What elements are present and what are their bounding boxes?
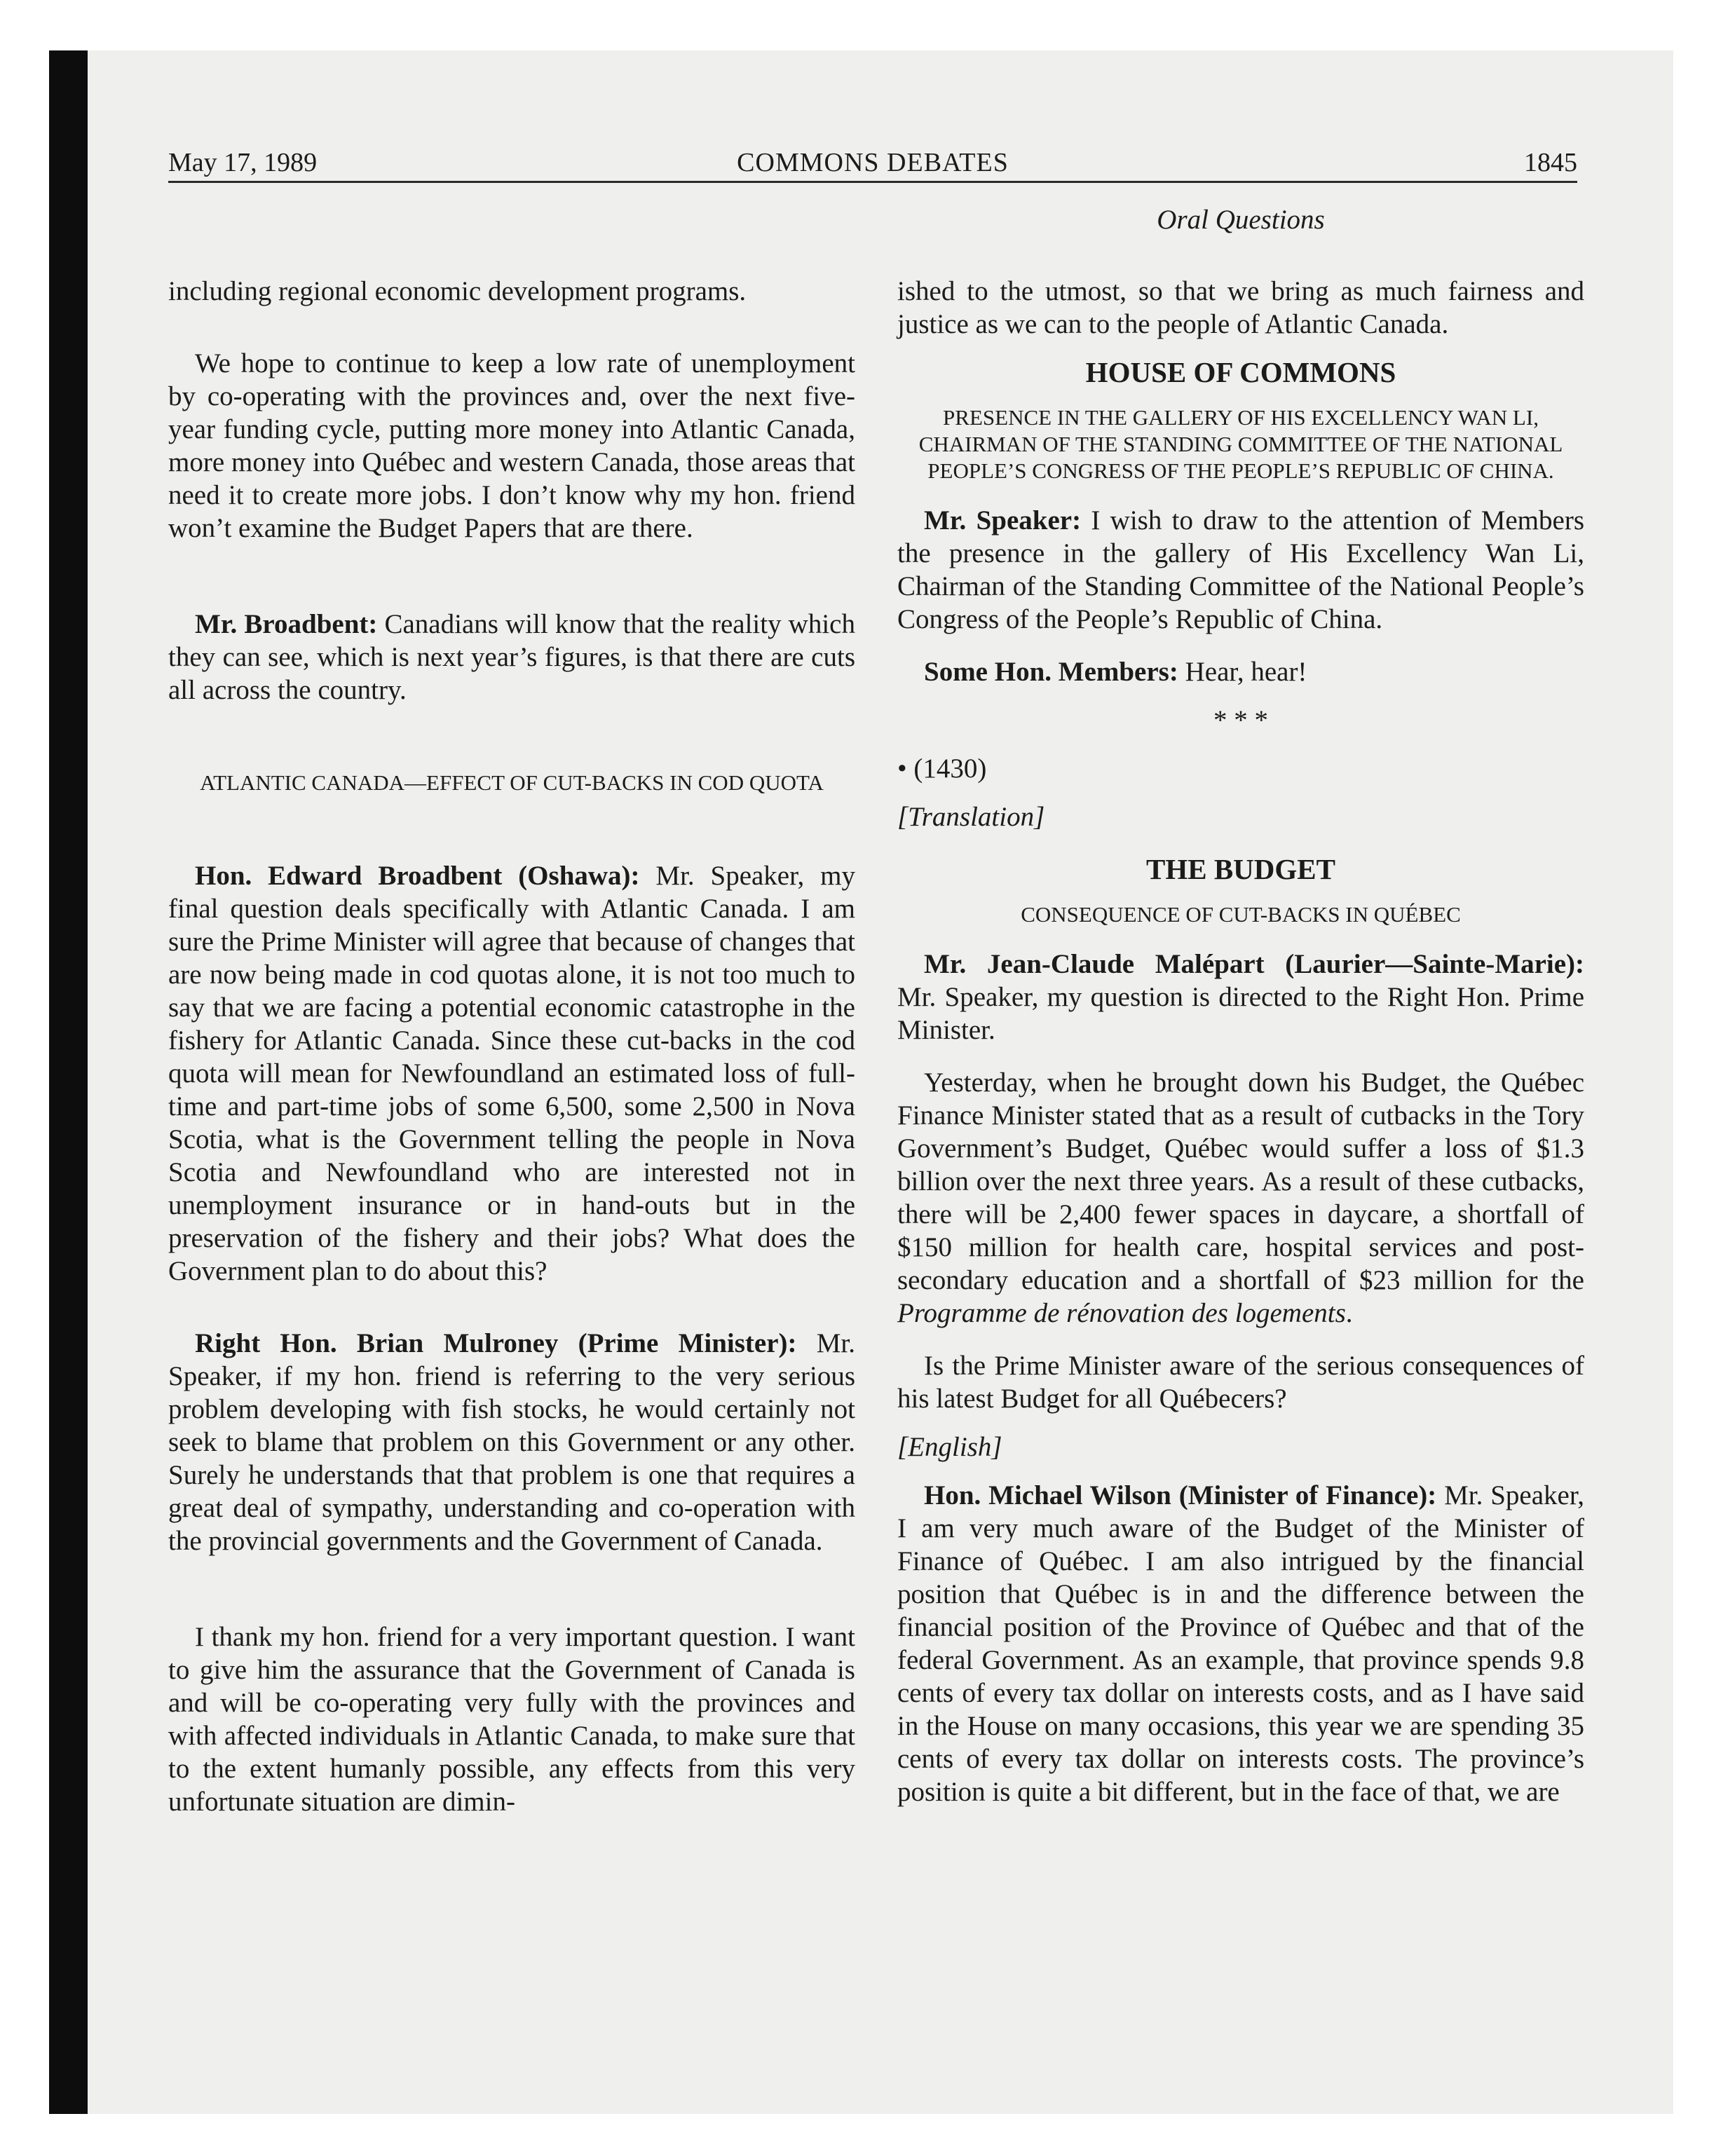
paragraph xyxy=(168,1327,855,1557)
section-subheading: PRESENCE IN THE GALLERY OF HIS EXCELLENCY WAN LI, CHAIRMAN OF THE STANDING COMMITTEE OF THE NATIONAL PEOPLE’S CONGRESS OF THE PEOPLE’S REPUBLIC OF CHINA. xyxy=(918,405,1563,483)
speaker-name: Some Hon. Members: xyxy=(924,657,1178,687)
header-date: May 17, 1989 xyxy=(168,148,318,177)
paragraph xyxy=(168,859,855,1288)
speaker-name: Mr. Speaker: xyxy=(924,505,1082,535)
time-marker: • (1430) xyxy=(897,753,987,784)
paragraph xyxy=(897,1479,1584,1808)
programme-title: Programme de rénovation des logements xyxy=(897,1298,1346,1328)
paragraph: Is the Prime Minister aware of the serious consequences of his latest Budget for all Québecers? xyxy=(897,1351,1584,1414)
paragraph: ished to the utmost, so that we bring as much fairness and justice as we can to the people of Atlantic Canada. xyxy=(897,276,1584,339)
speech-text-end: . xyxy=(1345,1298,1353,1328)
left-column xyxy=(168,217,855,1818)
paragraph xyxy=(897,1066,1584,1330)
section-subheading: ATLANTIC CANADA—EFFECT OF CUT-BACKS IN COD QUOTA xyxy=(200,770,824,795)
scan-margin xyxy=(0,0,49,2156)
speaker-name: Mr. Broadbent: xyxy=(195,609,378,639)
paragraph xyxy=(897,948,1584,1046)
speaker-name: Hon. Michael Wilson (Minister of Finance): xyxy=(924,1480,1437,1510)
page-header xyxy=(168,140,1577,183)
paragraph xyxy=(897,504,1584,636)
english-marker: [English] xyxy=(897,1432,1002,1462)
speech-text: Yesterday, when he brought down his Budget, the Québec Finance Minister stated that as a result of cutbacks in the Tory Government’s Budget, Québec would suffer a loss of $1.3 billion over the next three years. As a result of these cutbacks, there will be 2,400 fewer spaces in daycare, a shortfall of $150 million for health care, hospital services and post-secondary education and a shortfall of $23 million for the xyxy=(897,1067,1584,1295)
paragraph xyxy=(897,655,1584,688)
speech-text: Mr. Speaker, my question is directed to the Right Hon. Prime Minister. xyxy=(897,982,1584,1045)
speaker-name: Mr. Jean-Claude Malépart (Laurier—Sainte-Marie): xyxy=(924,949,1584,979)
running-head: Oral Questions xyxy=(1157,205,1325,235)
paragraph: I thank my hon. friend for a very important question. I want to give him the assurance that the Government of Canada is and will be co-operating very fully with the provinces and with affected individuals in Atlantic Canada, to make sure that to the extent humanly possible, any effects from this very unfortunate situation are dimin- xyxy=(168,1622,855,1817)
section-heading: THE BUDGET xyxy=(1146,853,1335,885)
header-title: COMMONS DEBATES xyxy=(737,148,1009,177)
speech-text: Mr. Speaker, if my hon. friend is referring to the very serious problem developing with fish stocks, he would certainly not seek to blame that problem on this Government or any other. Surely he understands that that problem is one that requires a great deal of sympathy, understanding and co-operation with the provincial governments and the Government of Canada. xyxy=(168,1328,855,1556)
speaker-name: Right Hon. Brian Mulroney (Prime Minister): xyxy=(195,1328,797,1358)
paragraph xyxy=(168,608,855,707)
section-heading: HOUSE OF COMMONS xyxy=(1085,356,1396,388)
section-subheading: CONSEQUENCE OF CUT-BACKS IN QUÉBEC xyxy=(1021,902,1461,927)
speaker-name: Hon. Edward Broadbent (Oshawa): xyxy=(195,861,640,891)
paragraph: We hope to continue to keep a low rate of unemployment by co-operating with the provinces and, over the next five-year funding cycle, putting more money into Atlantic Canada, more money into Québec and western Canada, those areas that need it to create more jobs. I don’t know why my hon. friend won’t examine the Budget Papers that are there. xyxy=(168,348,855,543)
separator-stars: * * * xyxy=(1213,705,1268,735)
speech-text: Mr. Speaker, I am very much aware of the Budget of the Minister of Finance of Québec. I am also intrigued by the financial position that Québec is in and the difference between the financial position of the Province of Québec and that of the federal Government. As an example, that province spends 9.8 cents of every tax dollar on interests costs, and as I have said in the House on many occasions, this year we are spending 35 cents of every tax dollar on interests costs. The province’s position is quite a bit different, but in the face of that, we are xyxy=(897,1480,1585,1807)
speech-text: Hear, hear! xyxy=(1178,657,1307,687)
scan-binding-edge xyxy=(49,50,88,2114)
speech-text: I wish to draw to the attention of Members the presence in the gallery of His Excellency Wan Li, Chairman of the Standing Committee of the National People’s Congress of the People’s Republic of China. xyxy=(897,505,1584,634)
header-page-number: 1845 xyxy=(1524,148,1577,177)
right-column xyxy=(897,205,1585,1808)
paragraph: including regional economic development programs. xyxy=(168,276,747,306)
speech-text: Canadians will know that the reality which they can see, which is next year’s figures, is that there are cuts all across the country. xyxy=(168,609,855,705)
speech-text: Mr. Speaker, my final question deals specifically with Atlantic Canada. I am sure the Prime Minister will agree that because of changes that are now being made in cod quotas alone, it is not too much to say that we are facing a potential economic catastrophe in the fishery for Atlantic Canada. Since these cut-backs in the cod quota will mean for Newfoundland an estimated loss of full-time and part-time jobs of some 6,500, some 2,500 in Nova Scotia, what is the Government telling the people in Nova Scotia and Newfoundland who are interested not in unemployment insurance or in hand-outs but in the preservation of the fishery and their jobs? What does the Government plan to do about this? xyxy=(168,861,855,1286)
translation-marker: [Translation] xyxy=(897,802,1045,832)
